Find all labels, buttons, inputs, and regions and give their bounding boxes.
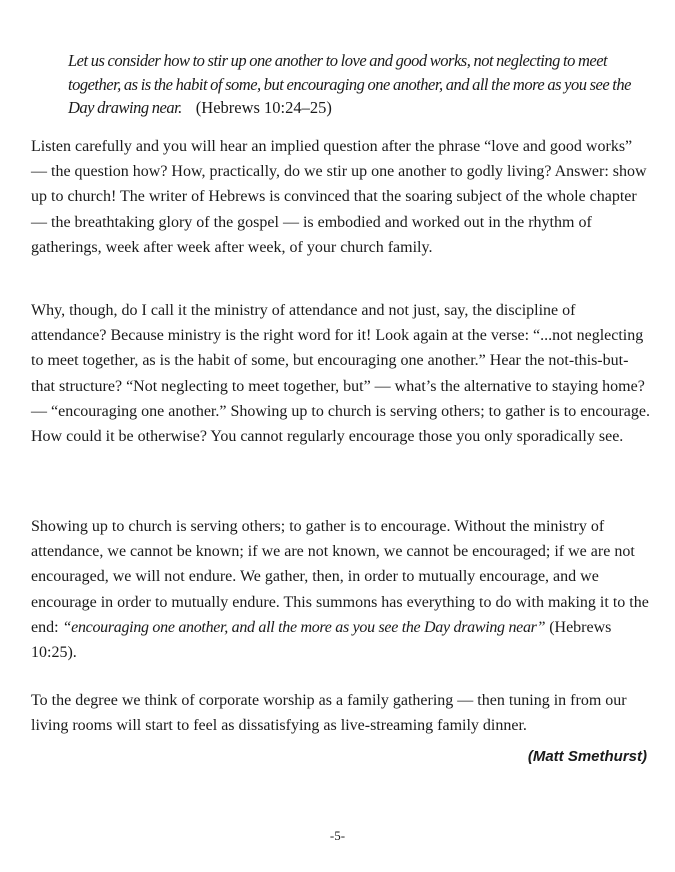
paragraph-3-quote: “encouraging one another, and all the more as you see the Day drawing near” [62,618,546,636]
scripture-quote-text: Let us consider how to stir up one another to love and good works, not neglecting to meet together, as is the habit of some, but encouraging one another, and all the more as you see the Day drawing near. [68,51,631,117]
paragraph-2: Why, though, do I call it the ministry of attendance and not just, say, the discipline of attendance? Because ministry is the right word for it! Look again at the verse: “...not neglecting to meet together, as is the habit of some, but encouraging one another.” Hear the not-this-but-that structure? “Not neglecting to meet together, but” — what’s the alternative to staying home? — “encouraging one another.” Showing up to church is serving others; to gather is to encourage. How could it be otherwise? You cannot regularly encourage those you only sporadically see. [31,302,650,446]
paragraph-3-main: Showing up to church is serving others; to gather is to encourage. Without the ministry of attendance, we cannot be known; if we are not known, we cannot be encouraged; if we are not encouraged, we will not endure. We gather, then, in order to mutually encourage, and we encourage in order to mutually endure. This summons has everything to do with making it to the end: [31,518,649,636]
paragraph-3 [31,514,651,665]
author-attribution: (Matt Smethurst) [527,748,647,765]
scripture-reference: (Hebrews 10:24–25) [195,98,332,117]
page-number: -5- [329,828,346,843]
scripture-quote [68,49,658,120]
paragraph-1: Listen carefully and you will hear an implied question after the phrase “love and good works” — the question how? How, practically, do we stir up one another to godly living? Answer: show up to church! The writer of Hebrews is convinced that the soaring subject of the whole chapter — the breathtaking glory of the gospel — is embodied and worked out in the rhythm of gatherings, week after week after week, of your church family. [31,138,647,256]
paragraph-3-reference: (Hebrews 10:25). [31,618,612,662]
paragraph-4: To the degree we think of corporate worship as a family gathering — then tuning in from our living rooms will start to feel as dissatisfying as live-streaming family dinner. [31,692,627,735]
